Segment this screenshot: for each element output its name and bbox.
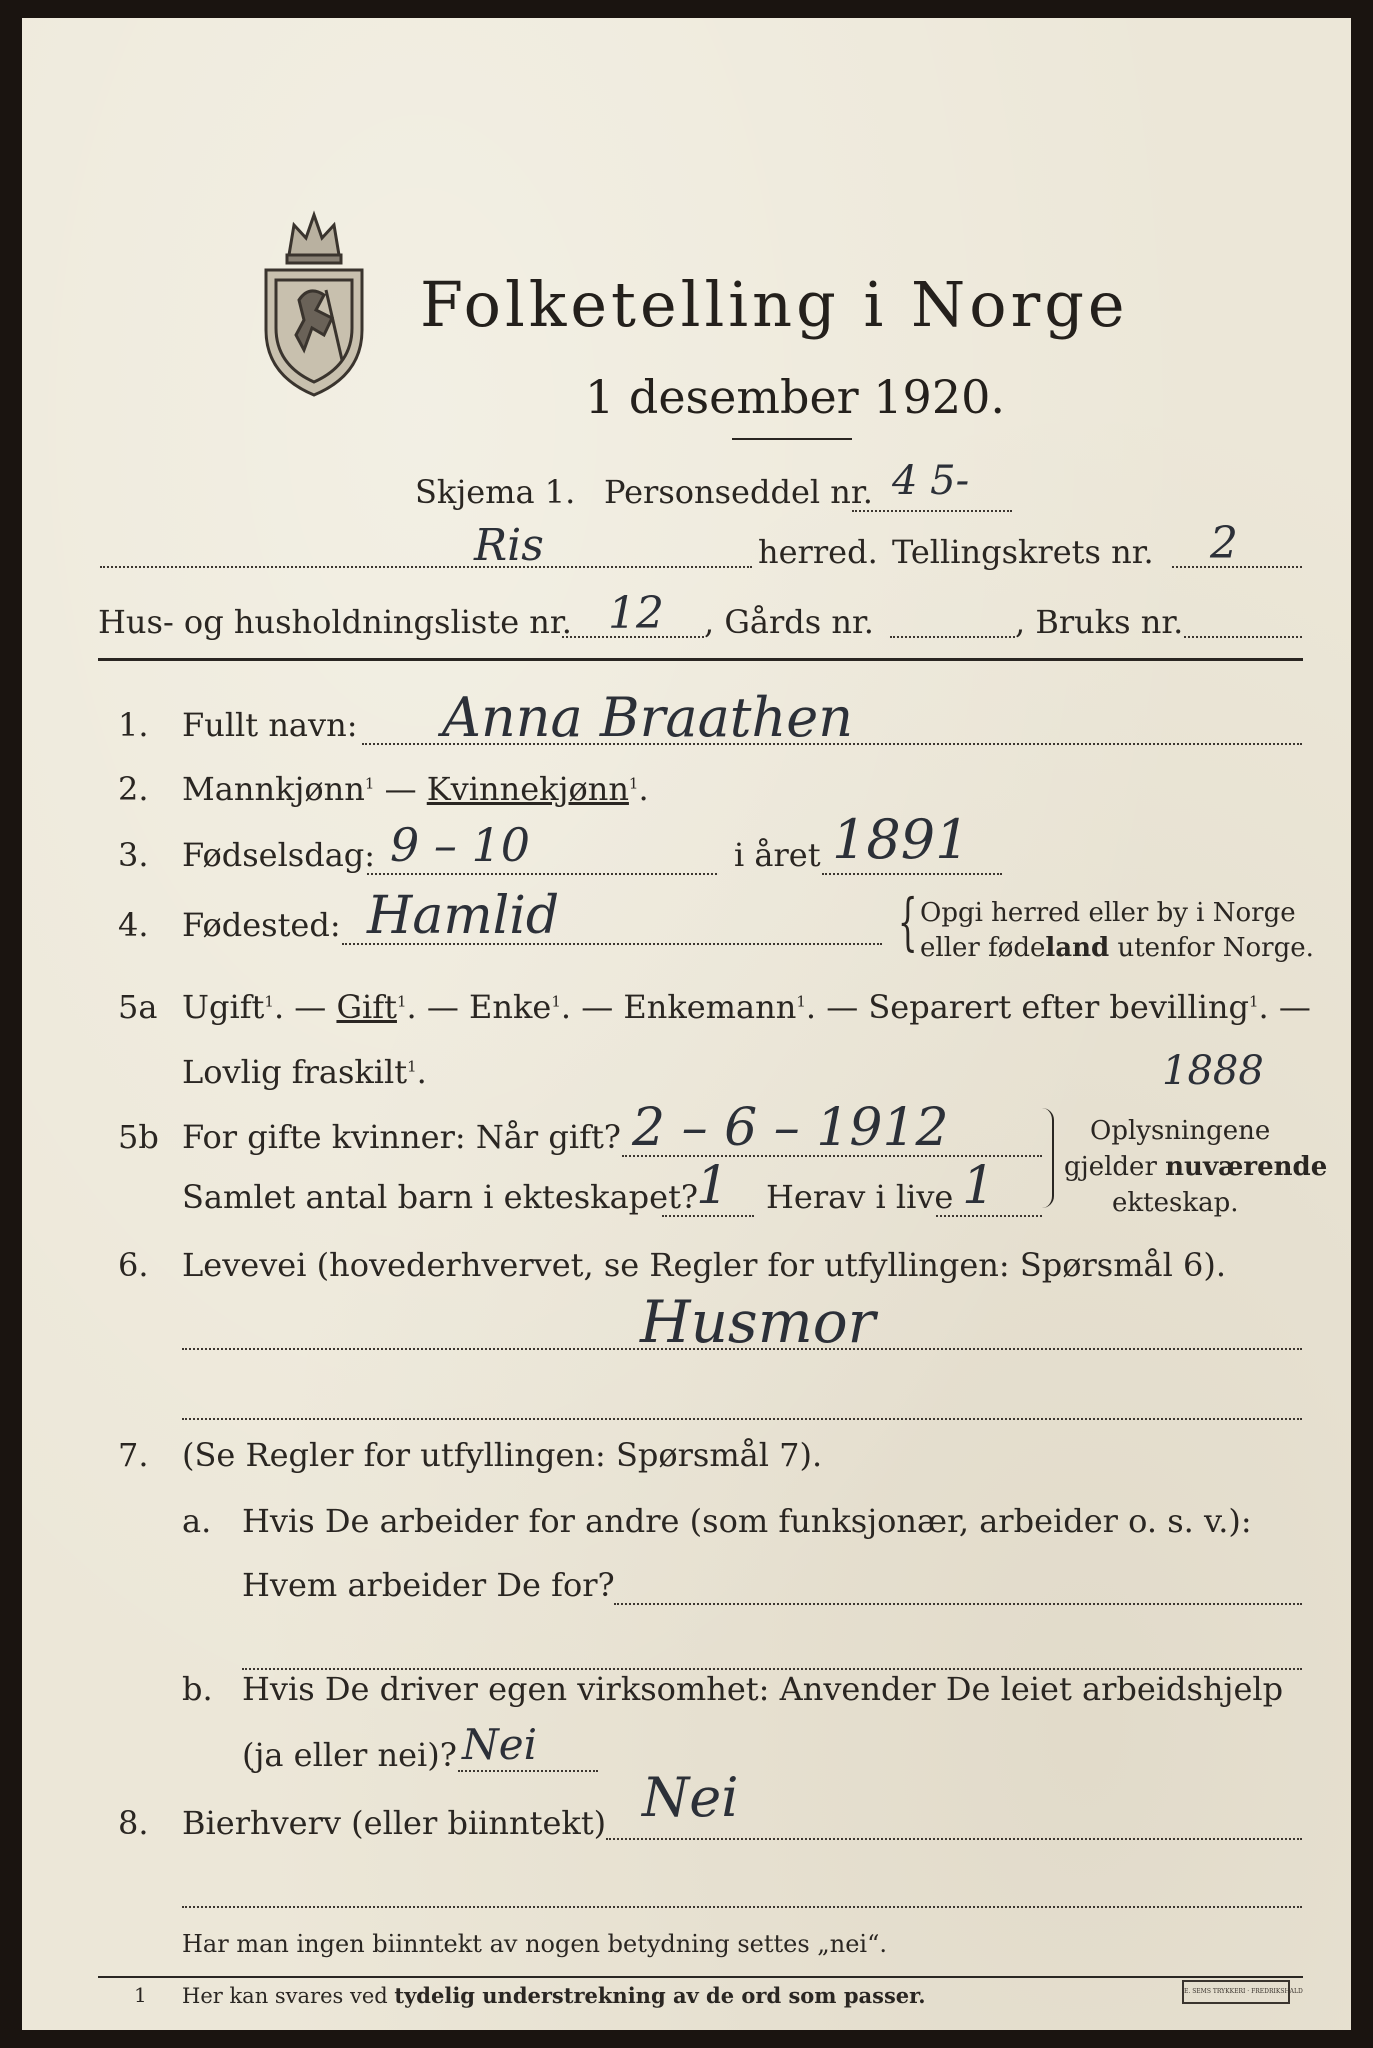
- skjema-label: Skjema 1.: [415, 473, 576, 511]
- personseddel-label: Personseddel nr.: [604, 473, 873, 511]
- page-title: Folketelling i Norge: [420, 268, 1129, 341]
- q3-label: Fødselsdag:: [182, 836, 376, 874]
- q4-value: Hamlid: [367, 886, 560, 946]
- q5b-number: 5b: [118, 1118, 159, 1156]
- q6-value: Husmor: [640, 1288, 876, 1356]
- footer-note: Har man ingen biinntekt av nogen betydning settes „nei“.: [182, 1930, 887, 1958]
- tellingskrets-label: Tellingskrets nr.: [892, 533, 1154, 571]
- header-divider: [98, 658, 1303, 661]
- q5b-note-1: Oplysningene: [1090, 1116, 1271, 1146]
- q7-label: (Se Regler for utfyllingen: Spørsmål 7).: [182, 1436, 823, 1474]
- herred-label: herred.: [758, 533, 878, 571]
- q5a-line1: Ugift$^1$. — Gift$^1$. — Enke$^1$. — Enkemann$^1$. — Separert efter bevilling$^1$. —: [182, 988, 1311, 1026]
- q2-number: 2.: [118, 770, 149, 808]
- q4-label: Fødested:: [182, 906, 341, 944]
- q5b-value-3: 1: [962, 1156, 996, 1216]
- q7a-line-1: [614, 1603, 1302, 1605]
- q7b-value: Nei: [462, 1720, 538, 1769]
- tellingskrets-value: 2: [1210, 518, 1238, 569]
- census-form-page: [22, 18, 1351, 2030]
- q3-aret-value: 1891: [832, 808, 970, 871]
- q7b-label: Hvis De driver egen virksomhet: Anvender De leiet arbeidshjelp: [242, 1670, 1284, 1708]
- q7b-line: [458, 1770, 598, 1772]
- footer-divider: [98, 1976, 1303, 1978]
- herred-value: Ris: [474, 520, 544, 571]
- q5b-value-2: 1: [696, 1156, 730, 1216]
- census-date: 1 desember 1920.: [585, 370, 1005, 424]
- gards-label: , Gårds nr.: [704, 603, 874, 641]
- q6-label: Levevei (hovederhvervet, se Regler for utfyllingen: Spørsmål 6).: [182, 1246, 1227, 1284]
- norwegian-coat-of-arms-icon: [254, 200, 374, 400]
- q8-line-2: [182, 1906, 1302, 1908]
- q5b-extra-year: 1888: [1162, 1048, 1264, 1094]
- personseddel-value: 4 5-: [892, 458, 970, 504]
- q7a-label-2: Hvem arbeider De for?: [242, 1566, 615, 1604]
- q5b-label-1: For gifte kvinner: Når gift?: [182, 1118, 621, 1156]
- q5b-value-1: 2 – 6 – 1912: [632, 1098, 949, 1158]
- q3-aret-label: i året: [734, 836, 821, 874]
- q5b-note-2: gjelder nuværende: [1064, 1152, 1328, 1182]
- gards-line: [890, 636, 1015, 638]
- husholdning-label: Hus- og husholdningsliste nr.: [98, 603, 572, 641]
- title-rule: [732, 438, 852, 440]
- printer-stamp: E. SEMS TRYKKERI · FREDRIKSHALD: [1182, 1980, 1290, 2004]
- q4-brace: {: [897, 885, 918, 958]
- q4-note-1: Opgi herred eller by i Norge: [920, 898, 1296, 928]
- q3-line: [367, 873, 717, 875]
- footnote-text: Her kan svares ved tydelig understrekning av de ord som passer.: [182, 1983, 926, 2008]
- bruks-line: [1184, 636, 1302, 638]
- husholdning-value: 12: [608, 588, 664, 639]
- q7b-number: b.: [182, 1670, 213, 1708]
- q8-value: Nei: [642, 1766, 739, 1829]
- q1-value: Anna Braathen: [442, 686, 854, 749]
- q3-aret-line: [822, 873, 1002, 875]
- q7a-label: Hvis De arbeider for andre (som funksjonær, arbeider o. s. v.):: [242, 1502, 1252, 1540]
- q5a-line2: Lovlig fraskilt$^1$.: [182, 1053, 427, 1091]
- q5b-label-2: Samlet antal barn i ekteskapet?: [182, 1178, 699, 1216]
- q7a-number: a.: [182, 1502, 212, 1540]
- footnote-number: 1: [134, 1983, 147, 2007]
- q8-line-1: [606, 1838, 1302, 1840]
- q6-line-2: [182, 1418, 1302, 1420]
- q7-number: 7.: [118, 1436, 149, 1474]
- q1-number: 1.: [118, 706, 149, 744]
- q5b-bracket: [1042, 1108, 1054, 1208]
- q5a-number: 5a: [118, 988, 158, 1026]
- personseddel-line: [852, 510, 1012, 512]
- q2-text: Mannkjønn$^1$ — Kvinnekjønn$^1$.: [182, 770, 649, 808]
- herred-line: [100, 566, 752, 568]
- q4-number: 4.: [118, 906, 149, 944]
- q8-label: Bierhverv (eller biinntekt): [182, 1804, 607, 1842]
- bruks-label: , Bruks nr.: [1015, 603, 1184, 641]
- q1-label: Fullt navn:: [182, 706, 358, 744]
- q8-number: 8.: [118, 1804, 149, 1842]
- q3-value: 9 – 10: [390, 818, 531, 872]
- q3-number: 3.: [118, 836, 149, 874]
- q5b-note-3: ekteskap.: [1112, 1188, 1239, 1218]
- q5b-label-3: Herav i live: [766, 1178, 954, 1216]
- q4-note-2: eller fødeland utenfor Norge.: [920, 933, 1314, 963]
- q6-number: 6.: [118, 1246, 149, 1284]
- q7b-label-2: (ja eller nei)?: [242, 1736, 457, 1774]
